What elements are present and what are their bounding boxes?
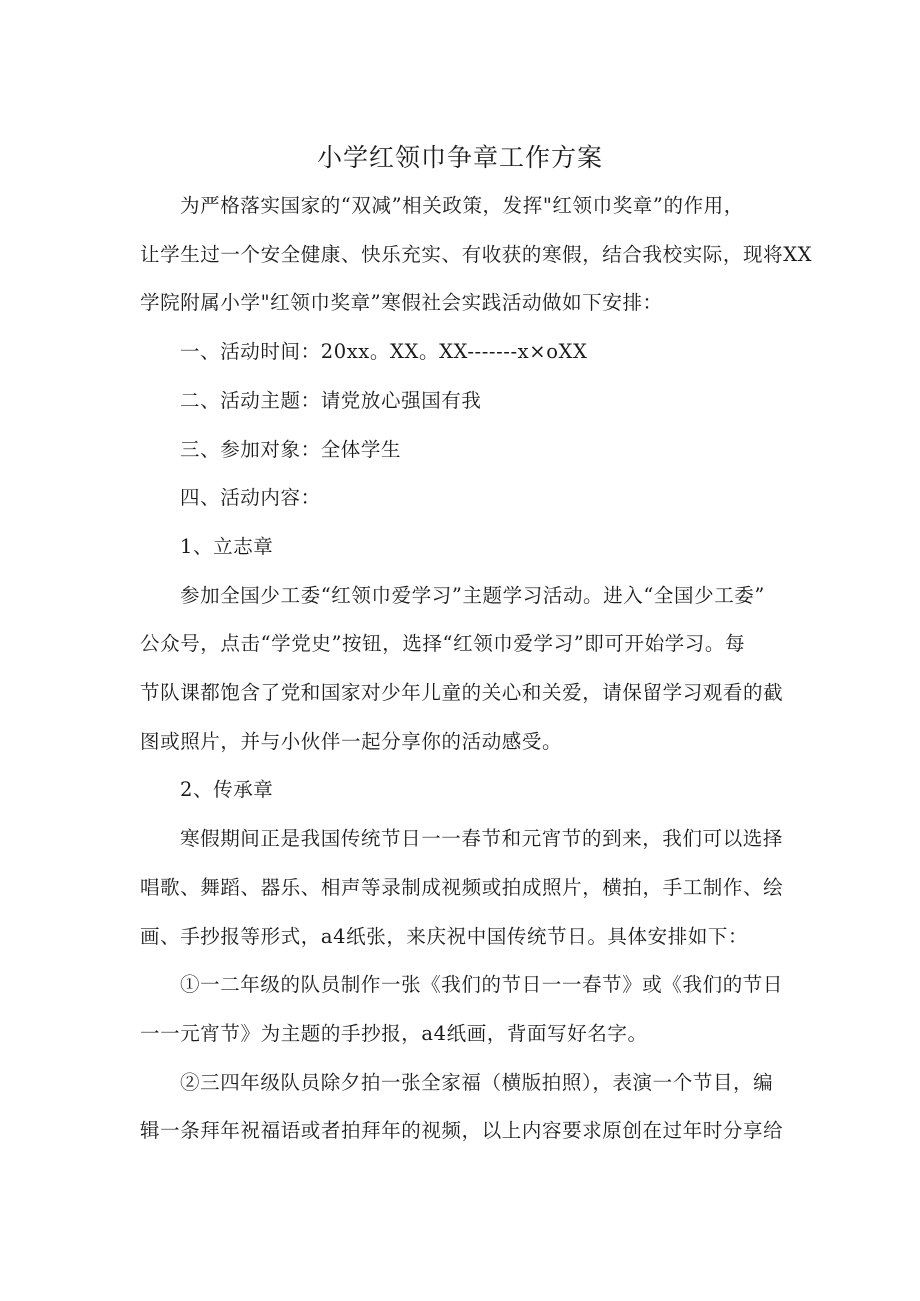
aspiration-line-2: 公众号，点击“学党史”按钮，选择“红领巾爱学习”即可开始学习。每 — [140, 632, 746, 656]
intro-line-1: 为严格落实国家的“双减”相关政策，发挥"红领巾奖章”的作用， — [180, 194, 744, 217]
grade-1-2-line-1: ①一二年级的队员制作一张《我们的节日一一春节》或《我们的节日 — [180, 973, 784, 997]
intro-paragraph — [140, 182, 813, 328]
heritage-line-2: 唱歌、舞蹈、器乐、相声等录制成视频或拍成照片，横拍，手工制作、绘 — [140, 875, 784, 899]
section-heading-heritage: 2、传承章 — [180, 778, 274, 802]
grade-3-4-line-2: 辑一条拜年祝福语或者拍拜年的视频，以上内容要求原创在过年时分享给 — [140, 1119, 784, 1143]
item-participants: 三、参加对象：全体学生 — [180, 437, 402, 461]
sub-item-grade-1-2 — [140, 961, 792, 1058]
item-activity-content: 四、活动内容： — [180, 486, 321, 510]
section-aspiration-paragraph — [140, 572, 792, 767]
heritage-line-1: 寒假期间正是我国传统节日一一春节和元宵节的到来，我们可以选择 — [180, 827, 784, 851]
page-title: 小学红领巾争章工作方案 — [316, 143, 603, 172]
intro-line-2: 让学生过一个安全健康、快乐充实、有收获的寒假，结合我校实际，现将XX — [140, 242, 813, 266]
document-body — [140, 182, 813, 1156]
grade-3-4-line-1: ②三四年级队员除夕拍一张全家福（横版拍照），表演一个节目，编 — [180, 1070, 774, 1094]
section-heading-aspiration: 1、立志章 — [180, 534, 274, 558]
section-heritage-paragraph — [140, 815, 792, 961]
sub-item-grade-3-4 — [140, 1059, 792, 1156]
aspiration-line-4: 图或照片，并与小伙伴一起分享你的活动感受。 — [140, 729, 563, 753]
item-activity-theme: 二、活动主题：请党放心强国有我 — [180, 388, 482, 412]
grade-1-2-line-2: 一一元宵节》为主题的手抄报，a4纸画，背面写好名字。 — [140, 1021, 648, 1045]
intro-line-3: 学院附属小学"红领巾奖章”寒假社会实践活动做如下安排： — [140, 291, 663, 315]
heritage-line-3: 画、手抄报等形式，a4纸张，来庆祝中国传统节日。具体安排如下： — [140, 924, 749, 948]
aspiration-line-3: 节队课都饱含了党和国家对少年儿童的关心和关爱，请保留学习观看的截 — [140, 681, 784, 705]
aspiration-line-1: 参加全国少工委“红领巾爱学习”主题学习活动。进入“全国少工委” — [180, 583, 765, 607]
item-activity-time: 一、活动时间：20xx。XX。XX-------x×oXX — [180, 340, 588, 364]
